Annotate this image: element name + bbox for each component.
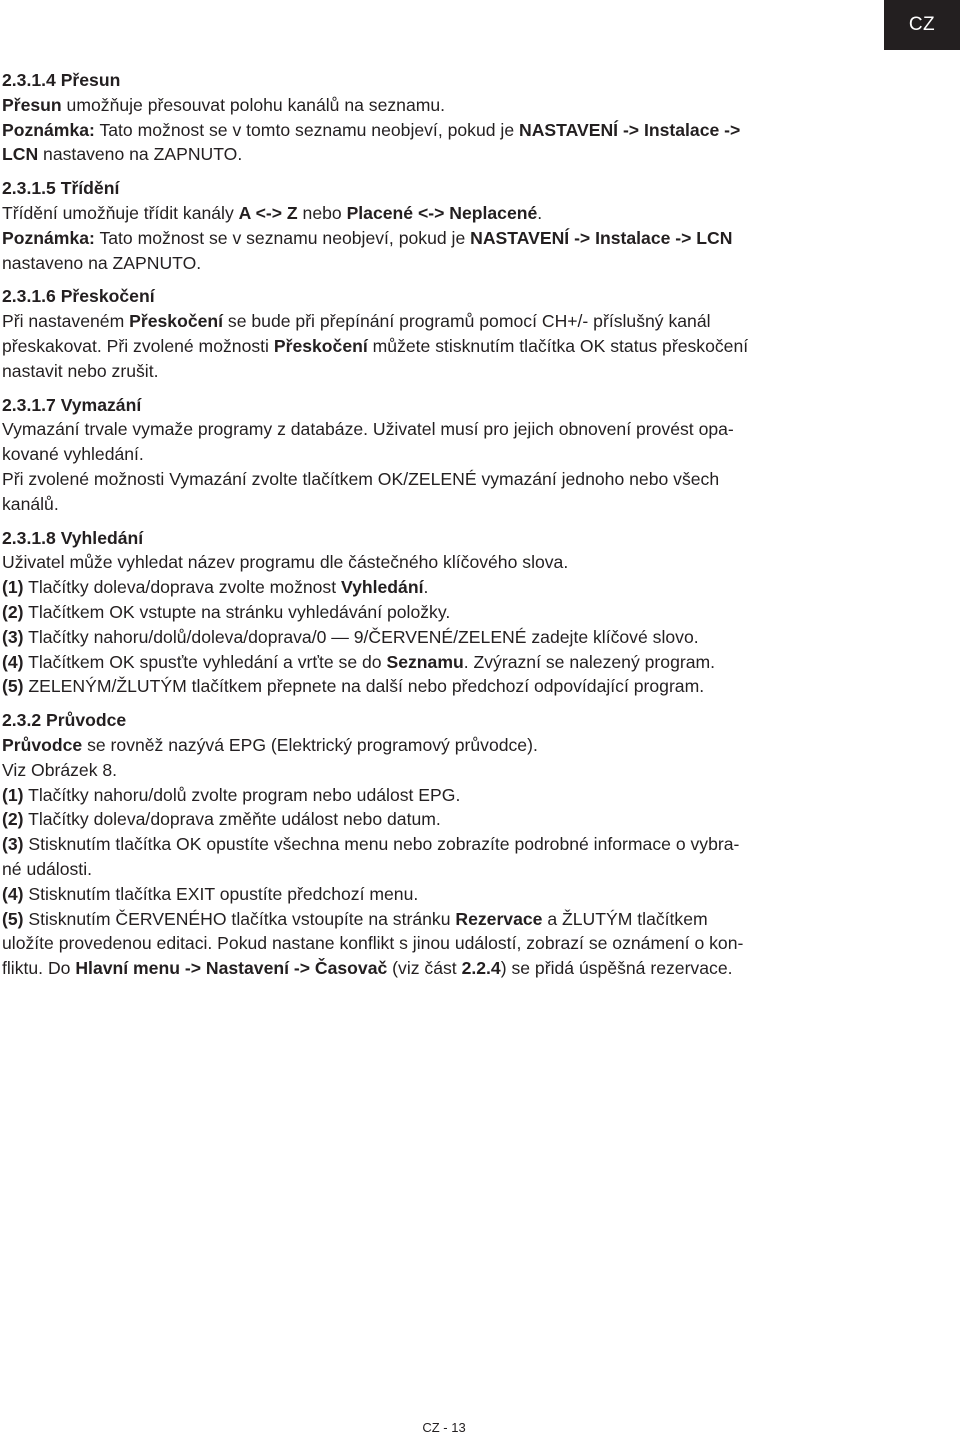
text-run: a ŽLUTÝM tlačítkem bbox=[542, 908, 708, 929]
text-line bbox=[2, 93, 882, 118]
bold-text: (2) bbox=[2, 809, 24, 830]
bold-text: NASTAVENÍ -> Instalace -> bbox=[519, 119, 741, 140]
text-line bbox=[2, 783, 882, 808]
bold-text: (4) bbox=[2, 883, 24, 904]
section-pruvodce bbox=[2, 708, 882, 981]
text-run: nebo bbox=[297, 202, 347, 223]
section-vymazani bbox=[2, 393, 882, 517]
text-line bbox=[2, 807, 882, 832]
text-run: . bbox=[537, 202, 543, 223]
bold-text: (4) bbox=[2, 651, 24, 672]
text-line bbox=[2, 550, 882, 575]
text-line bbox=[2, 832, 882, 857]
section-heading bbox=[2, 708, 882, 733]
section-heading bbox=[2, 176, 882, 201]
text-run: né události. bbox=[2, 858, 92, 879]
text-run: se bude při přepínání programů pomocí CH+/- příslušný kanál bbox=[223, 311, 711, 332]
text-run: Stisknutím ČERVENÉHO tlačítka vstoupíte na stránku bbox=[23, 908, 456, 929]
bold-text: 2.3.1.8 Vyhledání bbox=[2, 527, 144, 548]
text-line bbox=[2, 226, 882, 251]
bold-text: Přesun bbox=[2, 94, 62, 115]
section-heading bbox=[2, 526, 882, 551]
text-run: Tlačítkem OK vstupte na stránku vyhledávání položky. bbox=[23, 601, 451, 622]
bold-text: (5) bbox=[2, 908, 24, 929]
text-run: kanálů. bbox=[2, 493, 59, 514]
text-run: přeskakovat. Při zvolené možnosti bbox=[2, 335, 274, 356]
text-run: uložíte provedenou editaci. Pokud nastane konflikt s jinou událostí, zobrazí se oznámení o kon- bbox=[2, 933, 744, 954]
text-line bbox=[2, 442, 882, 467]
text-run: ) se přidá úspěšná rezervace. bbox=[500, 958, 733, 979]
text-run: (viz část bbox=[387, 958, 462, 979]
text-run: můžete stisknutím tlačítka OK status přeskočení bbox=[367, 335, 749, 356]
bold-text: NASTAVENÍ -> Instalace -> LCN bbox=[470, 227, 733, 248]
text-run: Tato možnost se v tomto seznamu neobjeví, pokud je bbox=[94, 119, 520, 140]
text-line bbox=[2, 334, 882, 359]
text-run: se rovněž nazývá EPG (Elektrický programový průvodce). bbox=[82, 734, 538, 755]
text-run: nastaveno na ZAPNUTO. bbox=[38, 144, 243, 165]
text-run: kované vyhledání. bbox=[2, 444, 144, 465]
bold-text: 2.2.4 bbox=[461, 958, 501, 979]
bold-text: Vyhledání bbox=[341, 577, 424, 598]
text-run: Tlačítky nahoru/dolů zvolte program nebo událost EPG. bbox=[23, 784, 461, 805]
text-run: . Zvýrazní se nalezený program. bbox=[463, 651, 716, 672]
text-run: umožňuje přesouvat polohu kanálů na seznamu. bbox=[61, 94, 446, 115]
text-line bbox=[2, 857, 882, 882]
text-line bbox=[2, 467, 882, 492]
text-run: nastaveno na ZAPNUTO. bbox=[2, 252, 202, 273]
text-line bbox=[2, 758, 882, 783]
text-run: Tlačítky doleva/doprava změňte událost nebo datum. bbox=[23, 809, 441, 830]
text-line bbox=[2, 309, 882, 334]
text-run: Tlačítkem OK spusťte vyhledání a vrťte se do bbox=[23, 651, 387, 672]
bold-text: (5) bbox=[2, 676, 24, 697]
text-run: Stisknutím tlačítka EXIT opustíte předchozí menu. bbox=[23, 883, 419, 904]
bold-text: (3) bbox=[2, 834, 24, 855]
text-run: Při zvolené možnosti Vymazání zvolte tlačítkem OK/ZELENÉ vymazání jednoho nebo všech bbox=[2, 468, 720, 489]
text-run: fliktu. Do bbox=[2, 958, 76, 979]
page-number: CZ - 13 bbox=[422, 1420, 466, 1435]
page-footer bbox=[0, 1420, 888, 1436]
document-body bbox=[2, 68, 882, 990]
bold-text: Přeskočení bbox=[273, 335, 368, 356]
text-run: Tlačítky doleva/doprava zvolte možnost bbox=[23, 577, 342, 598]
bold-text: LCN bbox=[2, 144, 39, 165]
section-preskoceni bbox=[2, 284, 882, 383]
bold-text: 2.3.1.5 Třídění bbox=[2, 178, 120, 199]
bold-text: (3) bbox=[2, 626, 24, 647]
text-line bbox=[2, 674, 882, 699]
text-run: Viz Obrázek 8. bbox=[2, 759, 118, 780]
text-run: Při nastaveném bbox=[2, 311, 130, 332]
text-line bbox=[2, 201, 882, 226]
bold-text: Hlavní menu -> Nastavení -> Časovač bbox=[75, 958, 388, 979]
bold-text: Placené <-> Neplacené bbox=[346, 202, 538, 223]
section-presun bbox=[2, 68, 882, 167]
text-line bbox=[2, 907, 882, 932]
section-trideni bbox=[2, 176, 882, 275]
text-line bbox=[2, 600, 882, 625]
bold-text: 2.3.2 Průvodce bbox=[2, 710, 127, 731]
bold-text: (1) bbox=[2, 577, 24, 598]
bold-text: Rezervace bbox=[455, 908, 543, 929]
text-line bbox=[2, 118, 882, 143]
text-line bbox=[2, 733, 882, 758]
section-heading bbox=[2, 393, 882, 418]
section-heading bbox=[2, 68, 882, 93]
text-line bbox=[2, 142, 882, 167]
text-run: ZELENÝM/ŽLUTÝM tlačítkem přepnete na další nebo předchozí odpovídající program. bbox=[23, 676, 705, 697]
text-run: Vymazání trvale vymaže programy z databáze. Uživatel musí pro jejich obnovení provést opa- bbox=[2, 419, 734, 440]
bold-text: Průvodce bbox=[2, 734, 83, 755]
text-line bbox=[2, 625, 882, 650]
bold-text: Poznámka: bbox=[2, 119, 95, 140]
text-run: Tato možnost se v seznamu neobjeví, pokud je bbox=[94, 227, 471, 248]
text-run: Stisknutím tlačítka OK opustíte všechna menu nebo zobrazíte podrobné informace o vybra- bbox=[23, 834, 740, 855]
language-tab-label: CZ bbox=[908, 14, 936, 35]
text-line bbox=[2, 650, 882, 675]
bold-text: Seznamu bbox=[386, 651, 464, 672]
section-heading bbox=[2, 284, 882, 309]
text-line bbox=[2, 492, 882, 517]
text-run: Tlačítky nahoru/dolů/doleva/doprava/0 — 9/ČERVENÉ/ZELENÉ zadejte klíčové slovo. bbox=[23, 626, 699, 647]
bold-text: Přeskočení bbox=[129, 311, 224, 332]
text-line bbox=[2, 956, 882, 981]
text-run: Třídění umožňuje třídit kanály bbox=[2, 202, 239, 223]
bold-text: A <-> Z bbox=[238, 202, 298, 223]
text-run: . bbox=[423, 577, 429, 598]
text-line bbox=[2, 931, 882, 956]
bold-text: (2) bbox=[2, 601, 24, 622]
language-tab bbox=[884, 0, 960, 50]
section-vyhledani bbox=[2, 526, 882, 700]
bold-text: 2.3.1.7 Vymazání bbox=[2, 394, 142, 415]
text-line bbox=[2, 575, 882, 600]
text-line bbox=[2, 882, 882, 907]
bold-text: 2.3.1.6 Přeskočení bbox=[2, 286, 155, 307]
text-run: Uživatel může vyhledat název programu dle částečného klíčového slova. bbox=[2, 552, 569, 573]
text-line bbox=[2, 251, 882, 276]
bold-text: (1) bbox=[2, 784, 24, 805]
text-run: nastavit nebo zrušit. bbox=[2, 360, 159, 381]
text-line bbox=[2, 417, 882, 442]
text-line bbox=[2, 359, 882, 384]
bold-text: 2.3.1.4 Přesun bbox=[2, 70, 121, 90]
bold-text: Poznámka: bbox=[2, 227, 95, 248]
